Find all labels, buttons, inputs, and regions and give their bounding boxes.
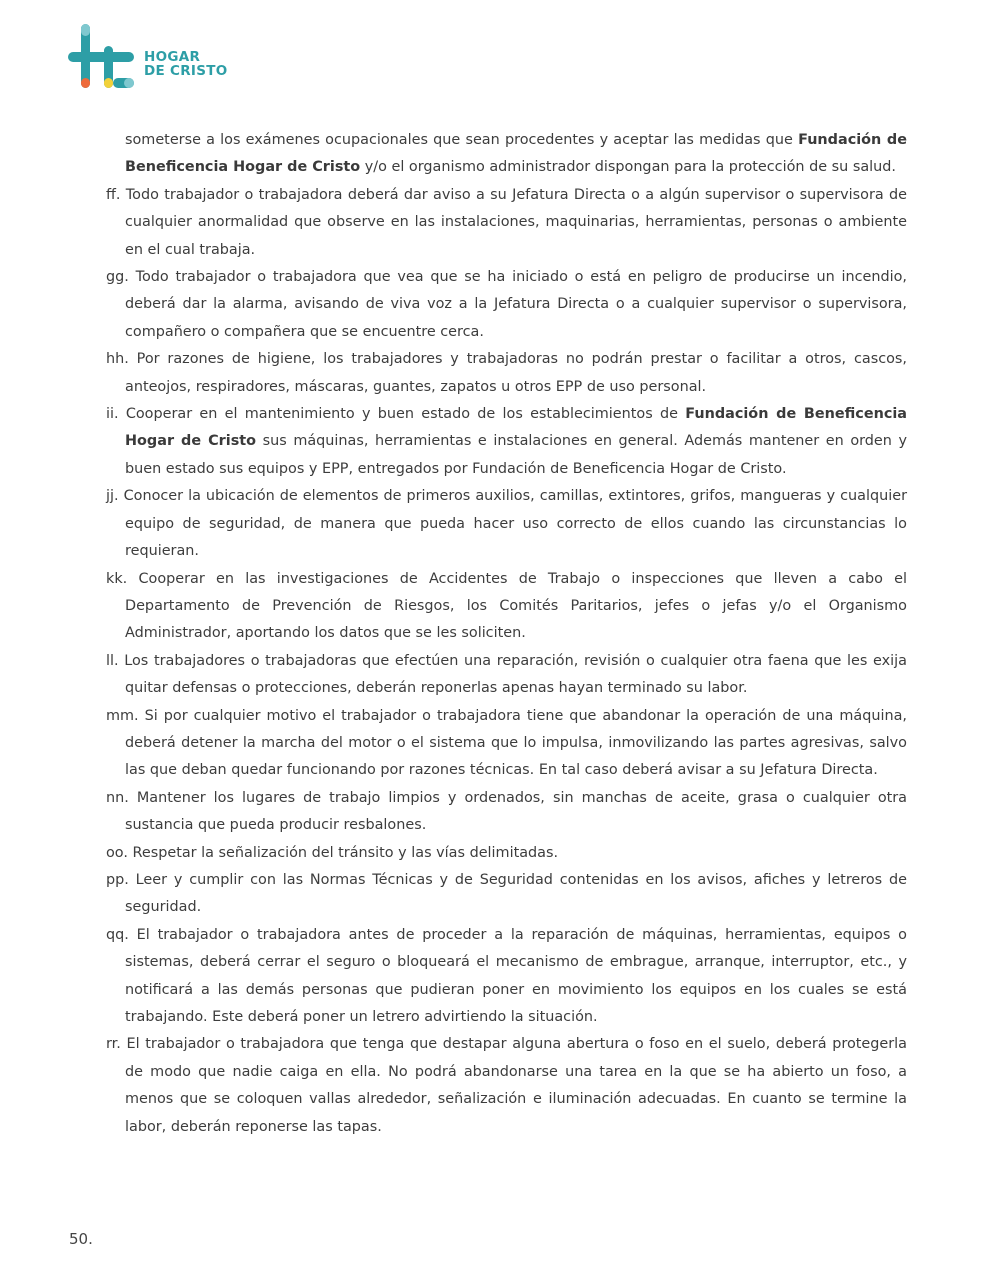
item-text: ii. Cooperar en el mantenimiento y buen estado de los establecimientos de (106, 406, 686, 423)
list-item-cont (106, 127, 907, 182)
item-text: pp. Leer y cumplir con las Normas Técnicas y de Seguridad contenidas en los avisos, afiches y letreros de seguridad. (106, 871, 907, 916)
item-text: ff. Todo trabajador o trabajadora deberá dar aviso a su Jefatura Directa o a algún supervisor o supervisora de cualquier anormalidad que observe en las instalaciones, maquinarias, herramientas, personas o ambiente en el cual trabaja. (106, 186, 907, 258)
logo-line1: HOGAR (144, 49, 201, 65)
item-text: ll. Los trabajadores o trabajadoras que efectúen una reparación, revisión o cualquier otra faena que les exija quitar defensas o protecciones, deberán reponerlas apenas hayan terminado su labor. (106, 652, 907, 697)
document-body (106, 127, 907, 1141)
item-text: hh. Por razones de higiene, los trabajadores y trabajadoras no podrán prestar o facilitar a otros, cascos, anteojos, respiradores, máscaras, guantes, zapatos u otros EPP de uso personal. (106, 351, 907, 395)
list-item-gg (106, 264, 907, 346)
logo-line2: DE CRISTO (144, 63, 228, 79)
item-text: jj. Conocer la ubicación de elementos de primeros auxilios, camillas, extintores, grifos, mangueras y cualquier equipo de seguridad, de manera que pueda hacer uso correcto de ellos cuando las circunstancias lo requieran. (106, 488, 907, 560)
list-item-pp (106, 867, 907, 922)
hogar-de-cristo-logo (68, 22, 268, 94)
logo-cross-icon (68, 22, 140, 94)
page-number: 50. (69, 1230, 93, 1248)
item-text: someterse a los exámenes ocupacionales que sean procedentes y aceptar las medidas que (125, 132, 799, 148)
list-item-qq (106, 922, 907, 1032)
list-item-ll (106, 648, 907, 703)
item-text: oo. Respetar la señalización del tránsito y las vías delimitadas. (106, 844, 559, 861)
item-text: kk. Cooperar en las investigaciones de Accidentes de Trabajo o inspecciones que lleven a cabo el Departamento de Prevención de Riesgos, los Comités Paritarios, jefes o jefas y/o el Organismo Administrador, aportando los datos que se les soliciten. (106, 570, 907, 642)
item-text: sus máquinas, herramientas e instalaciones en general. Además mantener en orden y buen estado sus equipos y EPP, entregados por Fundación de Beneficencia Hogar de Cristo. (125, 433, 907, 477)
item-text: nn. Mantener los lugares de trabajo limpios y ordenados, sin manchas de aceite, grasa o cualquier otra sustancia que pueda producir resbalones. (106, 789, 907, 834)
list-item-nn (106, 785, 907, 840)
list-item-jj (106, 483, 907, 565)
item-text: rr. El trabajador o trabajadora que tenga que destapar alguna abertura o foso en el suelo, deberá protegerla de modo que nadie caiga en ella. No podrá abandonarse una tarea en la que se ha abierto un foso, a menos que se coloquen vallas alrededor, señalización e iluminación adecuadas. En cuanto se termine la labor, deberán reponerse las tapas. (106, 1036, 907, 1135)
item-text: y/o el organismo administrador dispongan para la protección de su salud. (360, 159, 896, 176)
list-item-oo (106, 840, 907, 867)
list-item-rr (106, 1031, 907, 1141)
item-text: qq. El trabajador o trabajadora antes de proceder a la reparación de máquinas, herramientas, equipos o sistemas, deberá cerrar el seguro o bloqueará el mecanismo de embrague, arranque, interruptor, etc., y notificará a las demás personas que pudieran poner en movimiento los equipos en los cuales se está trabajando. Este deberá poner un letrero advirtiendo la situación. (106, 926, 907, 1025)
list-item-ii (106, 401, 907, 483)
logo-text (144, 50, 228, 78)
bold-text: Fundación de Beneficencia Hogar de Cristo (125, 132, 907, 176)
list-item-hh (106, 346, 907, 401)
item-text: mm. Si por cualquier motivo el trabajador o trabajadora tiene que abandonar la operación de una máquina, deberá detener la marcha del motor o el sistema que lo impulsa, inmovilizando las partes agresivas, salvo las que deban quedar funcionando por razones técnicas. En tal caso deberá avisar a su Jefatura Directa. (106, 707, 907, 779)
list-item-ff (106, 182, 907, 264)
item-text: gg. Todo trabajador o trabajadora que vea que se ha iniciado o está en peligro de producirse un incendio, deberá dar la alarma, avisando de viva voz a la Jefatura Directa o a cualquier supervisor o supervisora, compañero o compañera que se encuentre cerca. (106, 269, 907, 340)
list-item-kk (106, 566, 907, 648)
bold-text: Fundación de Beneficencia Hogar de Cristo (125, 406, 908, 450)
list-item-mm (106, 703, 907, 785)
